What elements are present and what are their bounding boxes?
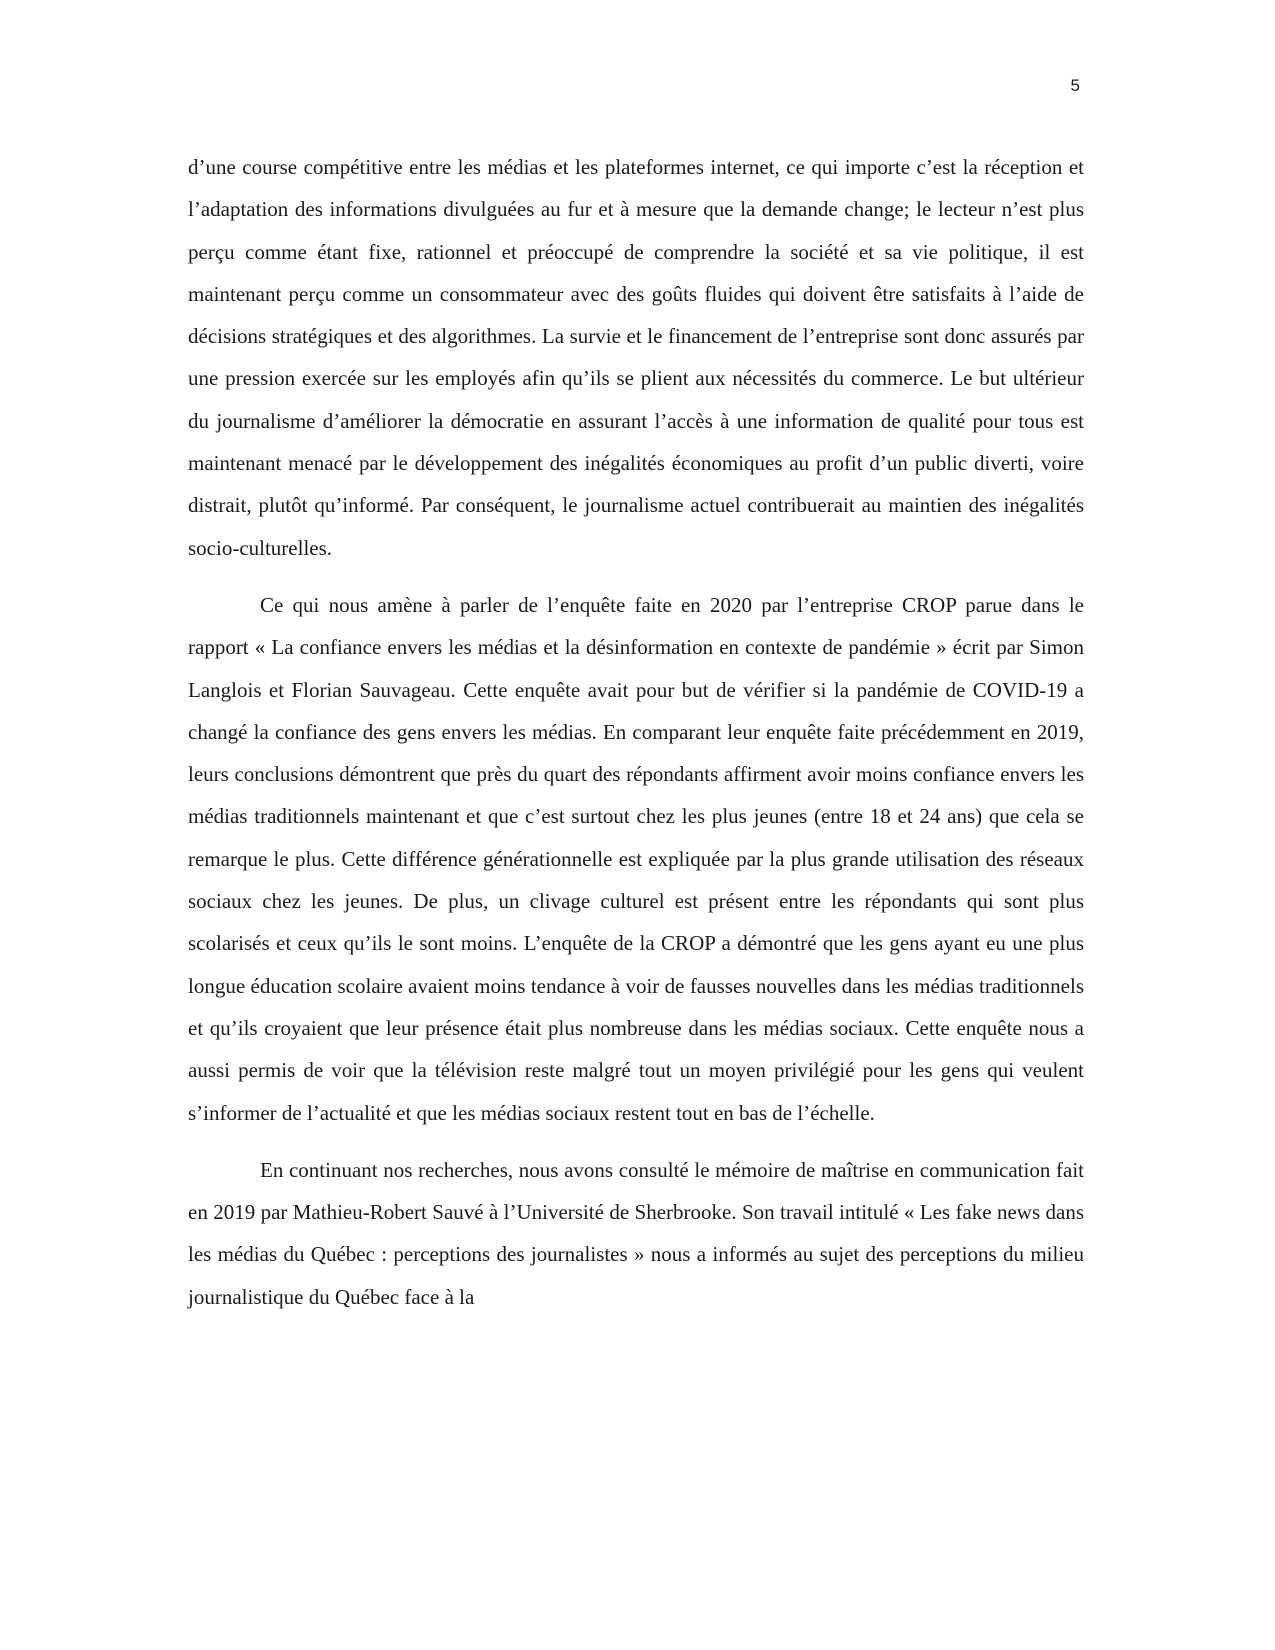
paragraph-3: En continuant nos recherches, nous avons consulté le mémoire de maîtrise en communication fait en 2019 par Mathieu-Robert Sauvé à l’Université de Sherbrooke. Son travail intitulé « Les fake news dans les médias du Québec : perceptions des journalistes » nous a informés au sujet des perceptions du milieu journalistique du Québec face à la: [188, 1157, 1084, 1309]
paragraph-2: Ce qui nous amène à parler de l’enquête faite en 2020 par l’entreprise CROP parue dans le rapport « La confiance envers les médias et la désinformation en contexte de pandémie » écrit par Simon Langlois et Florian Sauvageau. Cette enquête avait pour but de vérifier si la pandémie de COVID-19 a changé la confiance des gens envers les médias. En comparant leur enquête faite précédemment en 2019, leurs conclusions démontrent que près du quart des répondants affirment avoir moins confiance envers les médias traditionnels maintenant et que c’est surtout chez les plus jeunes (entre 18 et 24 ans) que cela se remarque le plus. Cette différence générationnelle est expliquée par la plus grande utilisation des réseaux sociaux chez les jeunes. De plus, un clivage culturel est présent entre les répondants qui sont plus scolarisés et ceux qu’ils le sont moins. L’enquête de la CROP a démontré que les gens ayant eu une plus longue éducation scolaire avaient moins tendance à voir de fausses nouvelles dans les médias traditionnels et qu’ils croyaient que leur présence était plus nombreuse dans les médias sociaux. Cette enquête nous a aussi permis de voir que la télévision reste malgré tout un moyen privilégié pour les gens qui veulent s’informer de l’actualité et que les médias sociaux restent tout en bas de l’échelle.: [188, 592, 1084, 1125]
page-number: 5: [1070, 76, 1080, 95]
body-text: [188, 146, 1084, 1318]
paragraph-1: d’une course compétitive entre les médias et les plateformes internet, ce qui importe c’est la réception et l’adaptation des informations divulguées au fur et à mesure que la demande change; le lecteur n’est plus perçu comme étant fixe, rationnel et préoccupé de comprendre la société et sa vie politique, il est maintenant perçu comme un consommateur avec des goûts fluides qui doivent être satisfaits à l’aide de décisions stratégiques et des algorithmes. La survie et le financement de l’entreprise sont donc assurés par une pression exercée sur les employés afin qu’ils se plient aux nécessités du commerce. Le but ultérieur du journalisme d’améliorer la démocratie en assurant l’accès à une information de qualité pour tous est maintenant menacé par le développement des inégalités économiques au profit d’un public diverti, voire distrait, plutôt qu’informé. Par conséquent, le journalisme actuel contribuerait au maintien des inégalités socio-culturelles.: [188, 155, 1084, 560]
